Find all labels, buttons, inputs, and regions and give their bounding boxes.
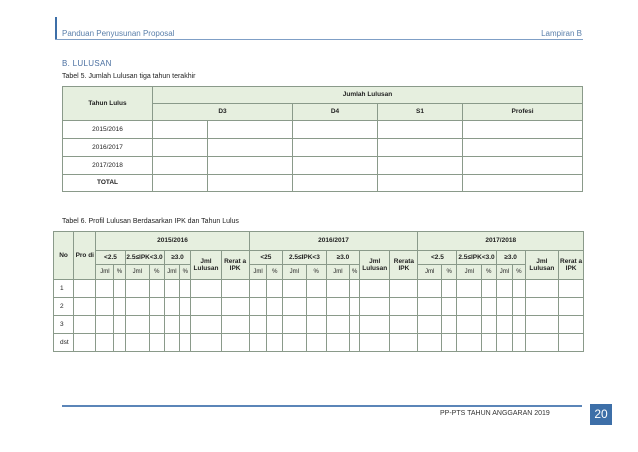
table6-jml-lulusan-header: Jml Lulusan xyxy=(525,251,559,280)
table6-cell[interactable] xyxy=(559,298,584,316)
table6-cell[interactable] xyxy=(267,298,283,316)
table6-row-no: 3 xyxy=(54,316,74,334)
table6-cell[interactable] xyxy=(457,316,482,334)
table6-sub-pct: % xyxy=(350,265,360,280)
table6-cell[interactable] xyxy=(125,298,150,316)
table6-row-no: 2 xyxy=(54,298,74,316)
table6-sub-jml: Jml xyxy=(418,265,441,280)
table6-row xyxy=(54,280,584,298)
table6-cell[interactable] xyxy=(191,298,221,316)
table5-cell[interactable] xyxy=(208,175,293,192)
table6-cell[interactable] xyxy=(125,316,150,334)
table6-sub-jml: Jml xyxy=(326,265,349,280)
table5-cell[interactable] xyxy=(208,139,293,157)
table6-cell[interactable] xyxy=(150,298,165,316)
table6-sub-jml: Jml xyxy=(164,265,180,280)
table6-ipk-header: 2.5≤IPK<3 xyxy=(283,251,327,265)
table6-cell[interactable] xyxy=(164,316,180,334)
table5-cell[interactable] xyxy=(378,121,463,139)
table6-cell[interactable] xyxy=(326,298,349,316)
table6-cell[interactable] xyxy=(96,280,114,298)
table6-cell[interactable] xyxy=(525,280,559,298)
table6-cell[interactable] xyxy=(525,316,559,334)
table6-cell[interactable] xyxy=(441,298,457,316)
table6-cell[interactable] xyxy=(221,316,249,334)
table6-cell[interactable] xyxy=(283,316,306,334)
table5-cell[interactable] xyxy=(208,121,293,139)
table6-row-no: dst xyxy=(54,334,74,352)
page-number: 20 xyxy=(590,404,612,425)
table6-rerata-header: Rerat a IPK xyxy=(559,251,584,280)
table5-col-d4: D4 xyxy=(293,104,378,121)
table6-cell[interactable] xyxy=(418,298,441,316)
table6-cell[interactable] xyxy=(482,316,497,334)
table6-cell[interactable] xyxy=(350,316,360,334)
table6-cell[interactable] xyxy=(482,334,497,352)
table5-cell[interactable] xyxy=(293,175,378,192)
table6-row-no: 1 xyxy=(54,280,74,298)
table6-cell[interactable] xyxy=(249,316,267,334)
table6-cell[interactable] xyxy=(180,298,191,316)
table6-sub-jml: Jml xyxy=(457,265,482,280)
table6-cell[interactable] xyxy=(150,280,165,298)
table6-cell[interactable] xyxy=(283,280,306,298)
table6-jml-lulusan-header: Jml Lulusan xyxy=(360,251,390,280)
table6-row xyxy=(54,334,584,352)
table6-cell[interactable] xyxy=(125,280,150,298)
table6-cell[interactable] xyxy=(390,280,418,298)
table5-cell[interactable] xyxy=(378,175,463,192)
table6-cell[interactable] xyxy=(513,280,525,298)
table6-cell[interactable] xyxy=(164,280,180,298)
table5-col-s1: S1 xyxy=(378,104,463,121)
table6-cell[interactable] xyxy=(418,280,441,298)
table6-cell[interactable] xyxy=(249,280,267,298)
table6-cell[interactable] xyxy=(513,334,525,352)
footer-divider xyxy=(62,405,582,407)
table6-cell[interactable] xyxy=(249,298,267,316)
footer-text: PP-PTS TAHUN ANGGARAN 2019 xyxy=(440,410,550,417)
table6-cell[interactable] xyxy=(191,280,221,298)
table6-cell[interactable] xyxy=(350,334,360,352)
table6-cell[interactable] xyxy=(74,316,96,334)
table5-cell[interactable] xyxy=(153,121,208,139)
table6-cell[interactable] xyxy=(513,316,525,334)
table5-cell[interactable] xyxy=(293,157,378,175)
table6-cell[interactable] xyxy=(306,334,326,352)
table6-body xyxy=(54,280,584,352)
table6-cell[interactable] xyxy=(221,280,249,298)
table6-cell[interactable] xyxy=(418,334,441,352)
table6-cell[interactable] xyxy=(390,298,418,316)
table5-cell[interactable] xyxy=(153,157,208,175)
table6-cell[interactable] xyxy=(221,334,249,352)
table6-cell[interactable] xyxy=(496,334,513,352)
table6-sub-pct: % xyxy=(150,265,165,280)
table6-cell[interactable] xyxy=(267,334,283,352)
table6-cell[interactable] xyxy=(360,316,390,334)
table6-cell[interactable] xyxy=(360,298,390,316)
table6-cell[interactable] xyxy=(125,334,150,352)
table6-cell[interactable] xyxy=(74,334,96,352)
table6-cell[interactable] xyxy=(150,316,165,334)
table6-cell[interactable] xyxy=(326,280,349,298)
table6-cell[interactable] xyxy=(496,280,513,298)
table6-sub-pct: % xyxy=(482,265,497,280)
table6-sub-jml: Jml xyxy=(496,265,513,280)
table6-cell[interactable] xyxy=(221,298,249,316)
table6-cell[interactable] xyxy=(267,280,283,298)
table6-cell[interactable] xyxy=(390,316,418,334)
table6-cell[interactable] xyxy=(114,316,125,334)
table6-sub-jml: Jml xyxy=(96,265,114,280)
table6-cell[interactable] xyxy=(114,298,125,316)
table6-cell[interactable] xyxy=(513,298,525,316)
table6-cell[interactable] xyxy=(180,316,191,334)
table5-cell[interactable] xyxy=(153,175,208,192)
table5-cell[interactable] xyxy=(463,121,583,139)
table6-ipk-header: <2.5 xyxy=(96,251,125,265)
table6-cell[interactable] xyxy=(326,334,349,352)
table6-sub-pct: % xyxy=(114,265,125,280)
table5-cell[interactable] xyxy=(463,157,583,175)
table5-cell[interactable] xyxy=(378,139,463,157)
table6-ipk-header: <2.5 xyxy=(418,251,457,265)
header-appendix: Lampiran B xyxy=(541,29,582,38)
table5-cell[interactable] xyxy=(463,139,583,157)
table6-row xyxy=(54,298,584,316)
table5-cell[interactable] xyxy=(378,157,463,175)
table5-row-label: 2016/2017 xyxy=(63,139,153,157)
table6-ipk-header: <25 xyxy=(249,251,283,265)
table6-cell[interactable] xyxy=(180,280,191,298)
table6-sub-pct: % xyxy=(180,265,191,280)
table6-cell[interactable] xyxy=(283,298,306,316)
table6-cell[interactable] xyxy=(457,298,482,316)
table6-ipk-header: 2.5≤IPK<3.0 xyxy=(125,251,164,265)
table5 xyxy=(62,86,583,192)
table6-year-header: 2016/2017 xyxy=(249,232,418,251)
table6-ipk-header: ≥3.0 xyxy=(496,251,525,265)
table6-cell[interactable] xyxy=(191,334,221,352)
table6-cell[interactable] xyxy=(306,280,326,298)
header-divider xyxy=(55,39,583,40)
table6-cell[interactable] xyxy=(350,280,360,298)
table5-cell[interactable] xyxy=(208,157,293,175)
table6-prodi-header: Pro di xyxy=(74,232,96,280)
table6-cell[interactable] xyxy=(525,298,559,316)
section-title: B. LULUSAN xyxy=(62,59,112,68)
header-title: Panduan Penyusunan Proposal xyxy=(62,29,175,38)
table6 xyxy=(53,231,584,352)
table6-cell[interactable] xyxy=(96,334,114,352)
table6-no-header: No xyxy=(54,232,74,280)
table5-row-label: 2015/2016 xyxy=(63,121,153,139)
table6-cell[interactable] xyxy=(496,316,513,334)
table5-total-label: TOTAL xyxy=(63,175,153,192)
table6-cell[interactable] xyxy=(457,334,482,352)
table5-cell[interactable] xyxy=(153,139,208,157)
table6-cell[interactable] xyxy=(482,298,497,316)
table6-cell[interactable] xyxy=(114,280,125,298)
header-accent-bar xyxy=(55,17,57,39)
table6-cell[interactable] xyxy=(360,334,390,352)
table6-cell[interactable] xyxy=(350,298,360,316)
table6-cell[interactable] xyxy=(267,316,283,334)
table6-cell[interactable] xyxy=(96,298,114,316)
table6-cell[interactable] xyxy=(74,298,96,316)
table5-col-d3: D3 xyxy=(153,104,293,121)
table6-cell[interactable] xyxy=(249,334,267,352)
table6-sub-pct: % xyxy=(306,265,326,280)
table6-cell[interactable] xyxy=(418,316,441,334)
table6-jml-lulusan-header: Jml Lulusan xyxy=(191,251,221,280)
table5-cell[interactable] xyxy=(293,139,378,157)
table6-sub-pct: % xyxy=(441,265,457,280)
table6-rerata-header: Rerata IPK xyxy=(390,251,418,280)
table6-cell[interactable] xyxy=(283,334,306,352)
table6-cell[interactable] xyxy=(559,334,584,352)
table5-cell[interactable] xyxy=(293,121,378,139)
table6-sub-jml: Jml xyxy=(125,265,150,280)
table6-year-header: 2015/2016 xyxy=(96,232,249,251)
table6-sub-pct: % xyxy=(513,265,525,280)
table6-ipk-header: 2.5≤IPK<3.0 xyxy=(457,251,496,265)
table6-caption: Tabel 6. Profil Lulusan Berdasarkan IPK dan Tahun Lulus xyxy=(62,218,239,225)
table6-cell[interactable] xyxy=(74,280,96,298)
table6-cell[interactable] xyxy=(164,298,180,316)
table6-cell[interactable] xyxy=(441,316,457,334)
table6-cell[interactable] xyxy=(180,334,191,352)
table6-cell[interactable] xyxy=(559,316,584,334)
table6-ipk-header: ≥3.0 xyxy=(164,251,191,265)
table5-group-header: Jumlah Lulusan xyxy=(153,87,583,104)
table6-cell[interactable] xyxy=(390,334,418,352)
table6-rerata-header: Rerat a IPK xyxy=(221,251,249,280)
table6-sub-pct: % xyxy=(267,265,283,280)
table5-caption: Tabel 5. Jumlah Lulusan tiga tahun terakhir xyxy=(62,73,196,80)
table6-cell[interactable] xyxy=(191,316,221,334)
table6-cell[interactable] xyxy=(457,280,482,298)
table6-year-header: 2017/2018 xyxy=(418,232,584,251)
table5-row-label: 2017/2018 xyxy=(63,157,153,175)
table6-cell[interactable] xyxy=(559,280,584,298)
table6-cell[interactable] xyxy=(360,280,390,298)
table5-cell[interactable] xyxy=(463,175,583,192)
table6-cell[interactable] xyxy=(96,316,114,334)
table6-ipk-header: ≥3.0 xyxy=(326,251,360,265)
table6-cell[interactable] xyxy=(482,280,497,298)
table6-cell[interactable] xyxy=(496,298,513,316)
table5-row-header: Tahun Lulus xyxy=(63,87,153,121)
table6-cell[interactable] xyxy=(326,316,349,334)
table6-row xyxy=(54,316,584,334)
table6-cell[interactable] xyxy=(114,334,125,352)
table6-cell[interactable] xyxy=(164,334,180,352)
table6-cell[interactable] xyxy=(441,280,457,298)
table6-sub-jml: Jml xyxy=(249,265,267,280)
table6-cell[interactable] xyxy=(441,334,457,352)
table6-cell[interactable] xyxy=(306,298,326,316)
table6-cell[interactable] xyxy=(306,316,326,334)
table5-col-profesi: Profesi xyxy=(463,104,583,121)
table6-cell[interactable] xyxy=(150,334,165,352)
table6-sub-jml: Jml xyxy=(283,265,306,280)
table6-cell[interactable] xyxy=(525,334,559,352)
